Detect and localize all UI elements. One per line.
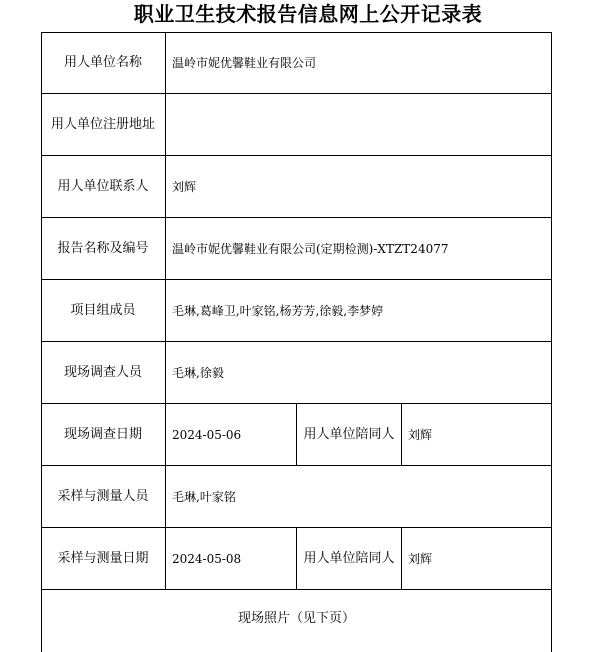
form-title: 职业卫生技术报告信息网上公开记录表 [133, 2, 483, 26]
reg-address-label: 用人单位注册地址 [50, 117, 155, 132]
unit-name-label: 用人单位名称 [63, 55, 142, 70]
row-divider [41, 589, 552, 590]
row-divider [41, 465, 552, 466]
column-divider [401, 527, 402, 589]
survey-companion-label: 用人单位陪同人 [303, 427, 395, 442]
contact-value: 刘辉 [172, 180, 197, 194]
team-value: 毛琳,葛峰卫,叶家铭,杨芳芳,徐毅,李梦婷 [172, 304, 384, 318]
contact-label: 用人单位联系人 [57, 179, 149, 194]
sampling-date-value: 2024-05-08 [172, 552, 242, 566]
survey-staff-label: 现场调查人员 [63, 365, 142, 380]
column-divider [401, 403, 402, 465]
unit-name-value: 温岭市妮优馨鞋业有限公司 [172, 56, 317, 70]
row-divider [41, 93, 552, 94]
survey-staff-value: 毛琳,徐毅 [172, 366, 224, 380]
sampling-staff-label: 采样与测量人员 [57, 489, 149, 504]
column-divider [165, 32, 166, 589]
sampling-date-label: 采样与测量日期 [57, 551, 149, 566]
row-divider [41, 279, 552, 280]
sampling-companion-label: 用人单位陪同人 [303, 551, 395, 566]
survey-date-label: 现场调查日期 [63, 427, 142, 442]
sampling-staff-value: 毛琳,叶家铭 [172, 490, 236, 504]
row-divider [41, 341, 552, 342]
photos-label: 现场照片（见下页） [237, 611, 355, 626]
survey-companion-value: 刘辉 [408, 428, 433, 442]
report-value: 温岭市妮优馨鞋业有限公司(定期检测)-XTZT24077 [172, 242, 449, 256]
row-divider [41, 217, 552, 218]
report-label: 报告名称及编号 [57, 241, 149, 256]
row-divider [41, 155, 552, 156]
survey-date-value: 2024-05-06 [172, 428, 242, 442]
team-label: 项目组成员 [70, 303, 136, 318]
sampling-companion-value: 刘辉 [408, 552, 433, 566]
